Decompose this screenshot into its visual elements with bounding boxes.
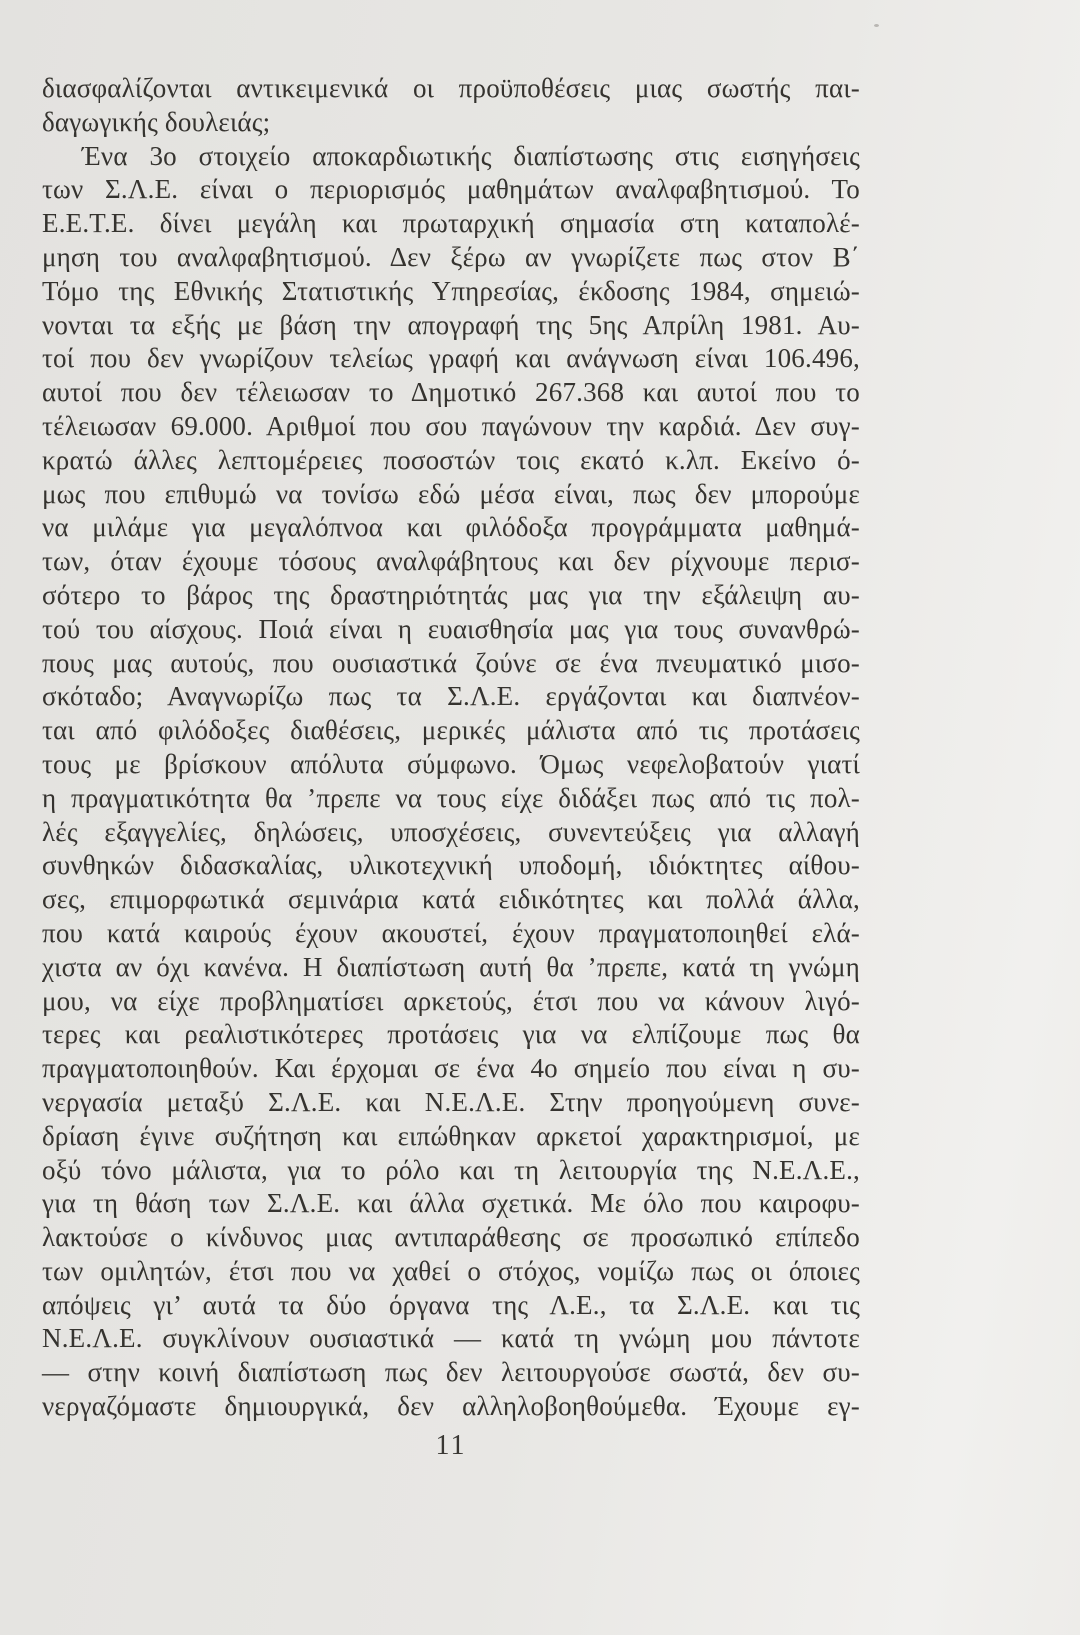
body-text (42, 72, 860, 1424)
text-line: — στην κοινή διαπίστωση πως δεν λειτουργούσε σωστά, δεν συ- (42, 1357, 860, 1388)
text-line: σες, επιμορφωτικά σεμινάρια κατά ειδικότητες και πολλά άλλα, (42, 884, 860, 915)
text-line: οξύ τόνο μάλιστα, για το ρόλο και τη λειτουργία της Ν.Ε.Λ.Ε., (42, 1154, 860, 1185)
text-line: η πραγματικότητα θα ’πρεπε να τους είχε διδάξει πως από τις πολ- (42, 782, 860, 813)
text-line: δρίαση έγινε συζήτηση και ειπώθηκαν αρκετοί χαρακτηρισμοί, με (42, 1120, 860, 1151)
text-line: χιστα αν όχι κανένα. Η διαπίστωση αυτή θα ’πρεπε, κατά τη γνώμη (42, 951, 860, 982)
text-line: διασφαλίζονται αντικειμενικά οι προϋποθέσεις μιας σωστής παι- (42, 73, 860, 103)
text-line: αυτοί που δεν τέλειωσαν το Δημοτικό 267.368 και αυτοί που το (42, 377, 860, 408)
text-line: πραγματοποιηθούν. Και έρχομαι σε ένα 4ο σημείο που είναι η συ- (42, 1053, 860, 1084)
text-line: νονται τα εξής με βάση την απογραφή της 5ης Απρίλη 1981. Αυ- (42, 309, 860, 340)
text-line: συνθηκών διδασκαλίας, υλικοτεχνική υποδομή, ιδιόκτητες αίθου- (42, 850, 860, 881)
text-line: τού του αίσχους. Ποιά είναι η ευαισθησία μας για τους συνανθρώ- (42, 613, 860, 644)
text-line: μηση του αναλφαβητισμού. Δεν ξέρω αν γνωρίζετε πως στον Β΄ (42, 241, 860, 272)
text-line: τους με βρίσκουν απόλυτα σύμφωνο. Όμως νεφελοβατούν γιατί (42, 748, 860, 779)
text-line: μου, να είχε προβληματίσει αρκετούς, έτσι που να κάνουν λιγό- (42, 985, 860, 1016)
text-line: για τη θάση των Σ.Λ.Ε. και άλλα σχετικά. Με όλο που καιροφυ- (42, 1188, 860, 1219)
text-line: νεργασία μεταξύ Σ.Λ.Ε. και Ν.Ε.Λ.Ε. Στην προηγούμενη συνε- (42, 1086, 860, 1117)
text-line: τερες και ρεαλιστικότερες προτάσεις για να ελπίζουμε πως θα (42, 1019, 860, 1050)
text-line: των Σ.Λ.Ε. είναι ο περιορισμός μαθημάτων αναλφαβητισμού. Το (42, 174, 860, 205)
text-line: δαγωγικής δουλειάς; (42, 106, 271, 137)
text-line: Ε.Ε.Τ.Ε. δίνει μεγάλη και πρωταρχική σημασία στη καταπολέ- (42, 208, 860, 239)
text-line: να μιλάμε για μεγαλόπνοα και φιλόδοξα προγράμματα μαθημά- (42, 512, 860, 543)
page-number: 11 (435, 1430, 467, 1461)
text-line: λές εξαγγελίες, δηλώσεις, υποσχέσεις, συνεντεύξεις για αλλαγή (42, 816, 860, 847)
text-line: των ομιλητών, έτσι που να χαθεί ο στόχος, νομίζω πως οι όποιες (42, 1255, 860, 1286)
text-line: ται από φιλόδοξες διαθέσεις, μερικές μάλιστα από τις προτάσεις (42, 715, 860, 746)
text-line: Ένα 3ο στοιχείο αποκαρδιωτικής διαπίστωσης στις εισηγήσεις (82, 140, 860, 171)
text-line: απόψεις γι’ αυτά τα δύο όργανα της Λ.Ε., τα Σ.Λ.Ε. και τις (42, 1289, 860, 1320)
text-line: που κατά καιρούς έχουν ακουστεί, έχουν πραγματοποιηθεί ελά- (42, 917, 860, 948)
text-line: σκόταδο; Αναγνωρίζω πως τα Σ.Λ.Ε. εργάζονται και διαπνέον- (42, 681, 860, 712)
text-line: Τόμο της Εθνικής Στατιστικής Υπηρεσίας, έκδοσης 1984, σημειώ- (42, 275, 860, 306)
text-line: νεργαζόμαστε δημιουργικά, δεν αλληλοβοηθούμεθα. Έχουμε εγ- (42, 1391, 860, 1422)
text-line: μως που επιθυμώ να τονίσω εδώ μέσα είναι, πως δεν μπορούμε (42, 478, 860, 509)
text-line: λακτούσε ο κίνδυνος μιας αντιπαράθεσης σε προσωπικό επίπεδο (42, 1222, 860, 1253)
scan-artifact-speck (874, 24, 879, 27)
text-line: Ν.Ε.Λ.Ε. συγκλίνουν ουσιαστικά — κατά τη γνώμη μου πάντοτε (42, 1323, 860, 1354)
text-line: σότερο το βάρος της δραστηριότητάς μας για την εξάλειψη αυ- (42, 579, 860, 610)
text-line: πους μας αυτούς, που ουσιαστικά ζούνε σε ένα πνευματικό μισο- (42, 647, 860, 678)
text-line: τοί που δεν γνωρίζουν τελείως γραφή και ανάγνωση είναι 106.496, (42, 343, 860, 374)
text-line: των, όταν έχουμε τόσους αναλφάβητους και δεν ρίχνουμε περισ- (42, 546, 860, 577)
text-line: τέλειωσαν 69.000. Αριθμοί που σου παγώνουν την καρδιά. Δεν συγ- (42, 410, 860, 441)
text-line: κρατώ άλλες λεπτομέρειες ποσοστών τοις εκατό κ.λπ. Εκείνο ό- (42, 444, 860, 475)
